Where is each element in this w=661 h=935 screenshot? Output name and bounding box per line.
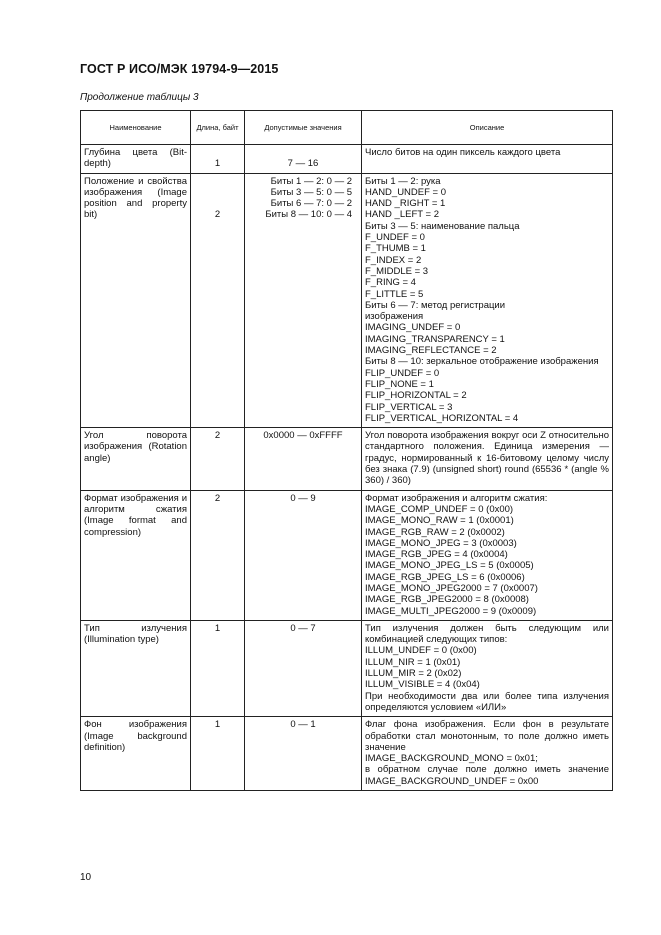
- desc-line: FLIP_VERTICAL = 3: [365, 401, 453, 413]
- table-row: [81, 490, 613, 620]
- desc-line: IMAGE_RGB_JPEG_LS = 6 (0x0006): [365, 571, 525, 583]
- row-length: 2: [191, 490, 245, 620]
- value-line: Биты 1 — 2: 0 — 2: [270, 175, 352, 187]
- col-header-description: Описание: [362, 111, 613, 145]
- row-length: 1: [191, 717, 245, 791]
- desc-line: FLIP_UNDEF = 0: [365, 367, 440, 379]
- desc-line: IMAGE_MONO_JPEG2000 = 7 (0x0007): [365, 582, 538, 594]
- row-values: [245, 490, 362, 620]
- desc-line: F_MIDDLE = 3: [365, 265, 429, 277]
- row-values: [245, 145, 362, 174]
- desc-line: изображения: [365, 311, 424, 323]
- desc-line: HAND _LEFT = 2: [365, 209, 440, 221]
- desc-line: F_INDEX = 2: [365, 254, 422, 266]
- desc-line: IMAGE_MONO_JPEG_LS = 5 (0x0005): [365, 560, 534, 572]
- desc-line: FLIP_NONE = 1: [365, 378, 434, 390]
- desc-line: ILLUM_UNDEF = 0 (0x00): [365, 645, 477, 657]
- row-name: Фон изображения (Image background definition): [81, 717, 191, 791]
- desc-line: F_LITTLE = 5: [365, 288, 424, 300]
- row-name: Формат изображения и алгоритм сжатия (Image format and compression): [81, 490, 191, 620]
- desc-line: Биты 8 — 10: зеркальное отображение изображения: [365, 356, 599, 368]
- table-row: [81, 428, 613, 490]
- row-description: [362, 145, 613, 174]
- desc-line: IMAGE_RGB_RAW = 2 (0x0002): [365, 526, 505, 538]
- col-header-values: Допустимые значения: [245, 111, 362, 145]
- table-row: [81, 620, 613, 716]
- row-length: 2: [191, 173, 245, 428]
- col-header-name: Наименование: [81, 111, 191, 145]
- row-length: 1: [191, 145, 245, 174]
- desc-line: IMAGE_COMP_UNDEF = 0 (0x00): [365, 503, 514, 515]
- value-line: 0x0000 — 0xFFFF: [263, 430, 343, 442]
- table-caption: Продолжение таблицы 3: [80, 92, 199, 103]
- page-number: 10: [80, 872, 92, 883]
- row-values: [245, 428, 362, 490]
- desc-line: IMAGING_TRANSPARENCY = 1: [365, 333, 505, 345]
- col-header-length: Длина, байт: [191, 111, 245, 145]
- table-header-row: [81, 111, 613, 145]
- desc-line: IMAGE_BACKGROUND_MONO = 0x01;: [365, 753, 538, 765]
- desc-paragraph: Тип излучения должен быть следующим или комбинацией следующих типов:: [365, 622, 609, 646]
- value-line: 0 — 7: [290, 622, 316, 634]
- desc-line: IMAGE_MULTI_JPEG2000 = 9 (0x0009): [365, 605, 537, 617]
- desc-line: IMAGING_REFLECTANCE = 2: [365, 345, 497, 357]
- spec-table: [80, 110, 613, 791]
- desc-paragraph: в обратном случае поле должно иметь значение IMAGE_BACKGROUND_UNDEF = 0x00: [365, 764, 609, 787]
- row-description: [362, 620, 613, 716]
- desc-line: IMAGE_MONO_JPEG = 3 (0x0003): [365, 537, 517, 549]
- desc-paragraph: Флаг фона изображения. Если фон в результате обработки стал монотонным, то поле должно иметь значение: [365, 719, 609, 753]
- desc-line: IMAGE_RGB_JPEG2000 = 8 (0x0008): [365, 594, 529, 606]
- desc-paragraph: Угол поворота изображения вокруг оси Z относительно стандартного положения. Единица измерения — градус, нормированный к 16-битовому целому числу без знака (7.9) (unsigned short) round (65536 * (angle % 360) / 360): [365, 430, 609, 487]
- desc-line: IMAGE_MONO_RAW = 1 (0x0001): [365, 515, 514, 527]
- row-length: 2: [191, 428, 245, 490]
- desc-line: FLIP_VERTICAL_HORIZONTAL = 4: [365, 412, 519, 424]
- desc-line: Число битов на один пиксель каждого цвета: [365, 147, 561, 158]
- row-values: [245, 717, 362, 791]
- desc-line: HAND_UNDEF = 0: [365, 186, 447, 198]
- desc-line: FLIP_HORIZONTAL = 2: [365, 390, 467, 402]
- desc-line: Формат изображения и алгоритм сжатия:: [365, 492, 548, 504]
- row-name: Глубина цвета (Bit-depth): [81, 145, 191, 174]
- row-values: [245, 620, 362, 716]
- desc-line: ILLUM_NIR = 1 (0x01): [365, 656, 461, 668]
- desc-line: ILLUM_VISIBLE = 4 (0x04): [365, 679, 480, 691]
- value-line: Биты 6 — 7: 0 — 2: [270, 198, 352, 210]
- desc-line: HAND _RIGHT = 1: [365, 198, 446, 210]
- desc-line: Биты 1 — 2: рука: [365, 175, 441, 187]
- table-row: [81, 173, 613, 428]
- row-description: [362, 717, 613, 791]
- row-description: [362, 173, 613, 428]
- table-row: [81, 717, 613, 791]
- desc-line: IMAGE_RGB_JPEG = 4 (0x0004): [365, 549, 508, 561]
- row-name: Положение и свойства изображения (Image position and property bit): [81, 173, 191, 428]
- row-name: Угол поворота изображения (Rotation angle): [81, 428, 191, 490]
- row-values: [245, 173, 362, 428]
- desc-line: Биты 3 — 5: наименование пальца: [365, 220, 520, 232]
- row-name: Тип излучения (Illumination type): [81, 620, 191, 716]
- value-line: Биты 3 — 5: 0 — 5: [270, 186, 352, 198]
- value-line: 0 — 9: [290, 492, 316, 504]
- desc-line: F_UNDEF = 0: [365, 232, 425, 244]
- desc-line: ILLUM_MIR = 2 (0x02): [365, 668, 462, 680]
- desc-line: IMAGING_UNDEF = 0: [365, 322, 461, 334]
- value-line: Биты 8 — 10: 0 — 4: [265, 209, 352, 221]
- row-description: [362, 490, 613, 620]
- desc-line: Биты 6 — 7: метод регистрации: [365, 299, 506, 311]
- desc-line: F_THUMB = 1: [365, 243, 426, 255]
- row-description: [362, 428, 613, 490]
- value-line: 7 — 16: [287, 158, 319, 170]
- standard-title: ГОСТ Р ИСО/МЭК 19794-9—2015: [80, 62, 279, 76]
- table-row: [81, 145, 613, 174]
- value-line: 0 — 1: [290, 719, 316, 731]
- row-length: 1: [191, 620, 245, 716]
- desc-line: F_RING = 4: [365, 277, 416, 289]
- desc-paragraph: При необходимости два или более типа излучения определяются условием «ИЛИ»: [365, 690, 609, 713]
